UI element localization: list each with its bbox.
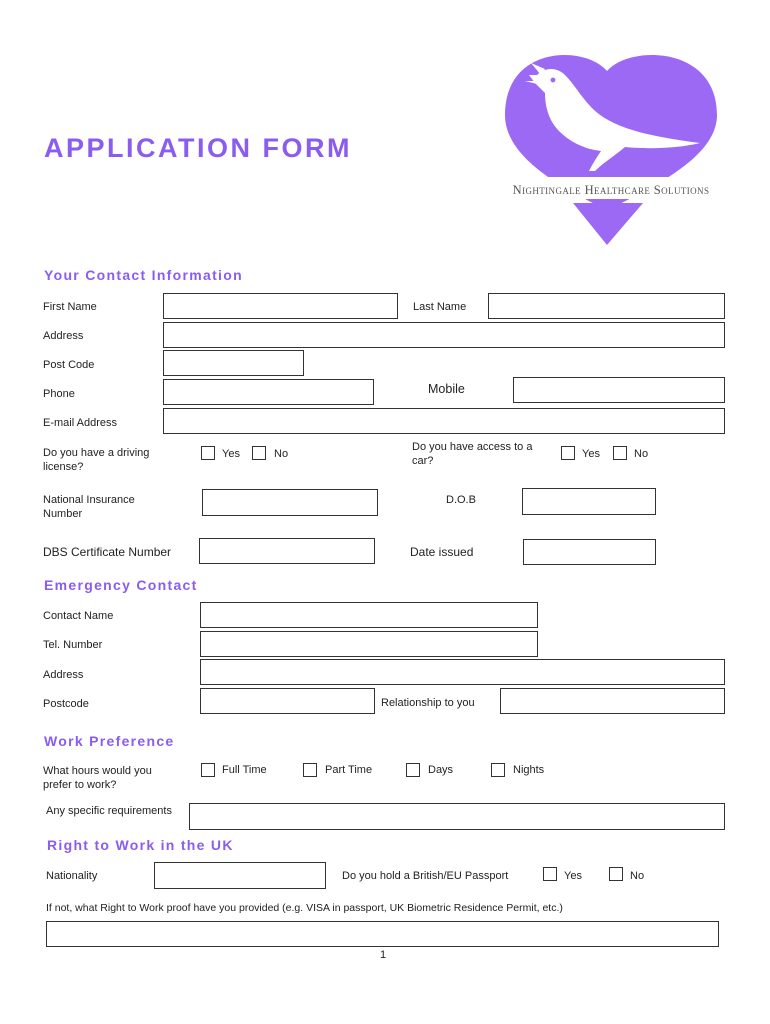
dob-field[interactable] — [522, 488, 656, 515]
date-issued-label: Date issued — [410, 545, 474, 559]
proof-field[interactable] — [46, 921, 719, 947]
dbs-field[interactable] — [199, 538, 375, 564]
section-heading-emergency: Emergency Contact — [44, 577, 198, 593]
car-no-label: No — [634, 448, 649, 460]
nights-checkbox[interactable] — [491, 763, 505, 777]
contact-name-label: Contact Name — [43, 610, 114, 622]
car-yes-checkbox[interactable] — [561, 446, 575, 460]
relationship-label: Relationship to you — [381, 697, 475, 709]
requirements-label: Any specific requirements — [46, 805, 172, 817]
emergency-address-field[interactable] — [200, 659, 725, 685]
hours-question-label: What hours would you prefer to work? — [43, 765, 152, 791]
post-code-label: Post Code — [43, 359, 95, 371]
days-label: Days — [428, 764, 454, 776]
proof-question-label: If not, what Right to Work proof have you provided (e.g. VISA in passport, UK Biometric Residence Permit, etc.) — [46, 902, 563, 914]
part-time-label: Part Time — [325, 764, 373, 776]
address-label: Address — [43, 330, 84, 342]
driving-no-checkbox[interactable] — [252, 446, 266, 460]
postcode-label: Postcode — [43, 698, 89, 710]
postcode-field[interactable] — [200, 688, 375, 714]
contact-name-field[interactable] — [200, 602, 538, 628]
days-checkbox[interactable] — [406, 763, 420, 777]
heart-nightingale-logo-icon — [485, 45, 735, 250]
passport-no-checkbox[interactable] — [609, 867, 623, 881]
passport-yes-checkbox[interactable] — [543, 867, 557, 881]
passport-question-label: Do you hold a British/EU Passport — [342, 870, 509, 882]
tel-number-label: Tel. Number — [43, 639, 103, 651]
section-heading-contact: Your Contact Information — [44, 267, 243, 283]
full-time-checkbox[interactable] — [201, 763, 215, 777]
section-heading-right-to-work: Right to Work in the UK — [47, 837, 234, 853]
first-name-field[interactable] — [163, 293, 398, 319]
nights-label: Nights — [513, 764, 545, 776]
email-field[interactable] — [163, 408, 725, 434]
mobile-field[interactable] — [513, 377, 725, 403]
brand-logo — [485, 45, 735, 250]
nationality-label: Nationality — [46, 870, 98, 882]
dob-label: D.O.B — [446, 494, 476, 506]
last-name-label: Last Name — [413, 301, 467, 313]
first-name-label: First Name — [43, 301, 97, 313]
passport-no-label: No — [630, 870, 645, 882]
car-access-label: Do you have access to a car? — [412, 441, 533, 467]
tel-number-field[interactable] — [200, 631, 538, 657]
email-label: E-mail Address — [43, 417, 117, 429]
last-name-field[interactable] — [488, 293, 725, 319]
ni-number-field[interactable] — [202, 489, 378, 516]
requirements-field[interactable] — [189, 803, 725, 830]
driving-no-label: No — [274, 448, 289, 460]
driving-yes-checkbox[interactable] — [201, 446, 215, 460]
dbs-label: DBS Certificate Number — [43, 545, 172, 559]
date-issued-field[interactable] — [523, 539, 656, 565]
car-no-checkbox[interactable] — [613, 446, 627, 460]
emergency-address-label: Address — [43, 669, 84, 681]
driving-license-label: Do you have a driving license? — [43, 447, 150, 473]
part-time-checkbox[interactable] — [303, 763, 317, 777]
phone-label: Phone — [43, 388, 75, 400]
nationality-field[interactable] — [154, 862, 326, 889]
phone-field[interactable] — [163, 379, 374, 405]
car-yes-label: Yes — [582, 448, 600, 460]
section-heading-work: Work Preference — [44, 733, 175, 749]
full-time-label: Full Time — [222, 764, 267, 776]
brand-name: Nightingale Healthcare Solutions — [512, 183, 710, 197]
passport-yes-label: Yes — [564, 870, 582, 882]
address-field[interactable] — [163, 322, 725, 348]
relationship-field[interactable] — [500, 688, 725, 714]
page-number: 1 — [380, 949, 387, 961]
post-code-field[interactable] — [163, 350, 304, 376]
form-title: APPLICATION FORM — [44, 133, 352, 163]
ni-number-label: National Insurance Number — [43, 494, 135, 520]
mobile-label: Mobile — [428, 382, 465, 396]
driving-yes-label: Yes — [222, 448, 240, 460]
